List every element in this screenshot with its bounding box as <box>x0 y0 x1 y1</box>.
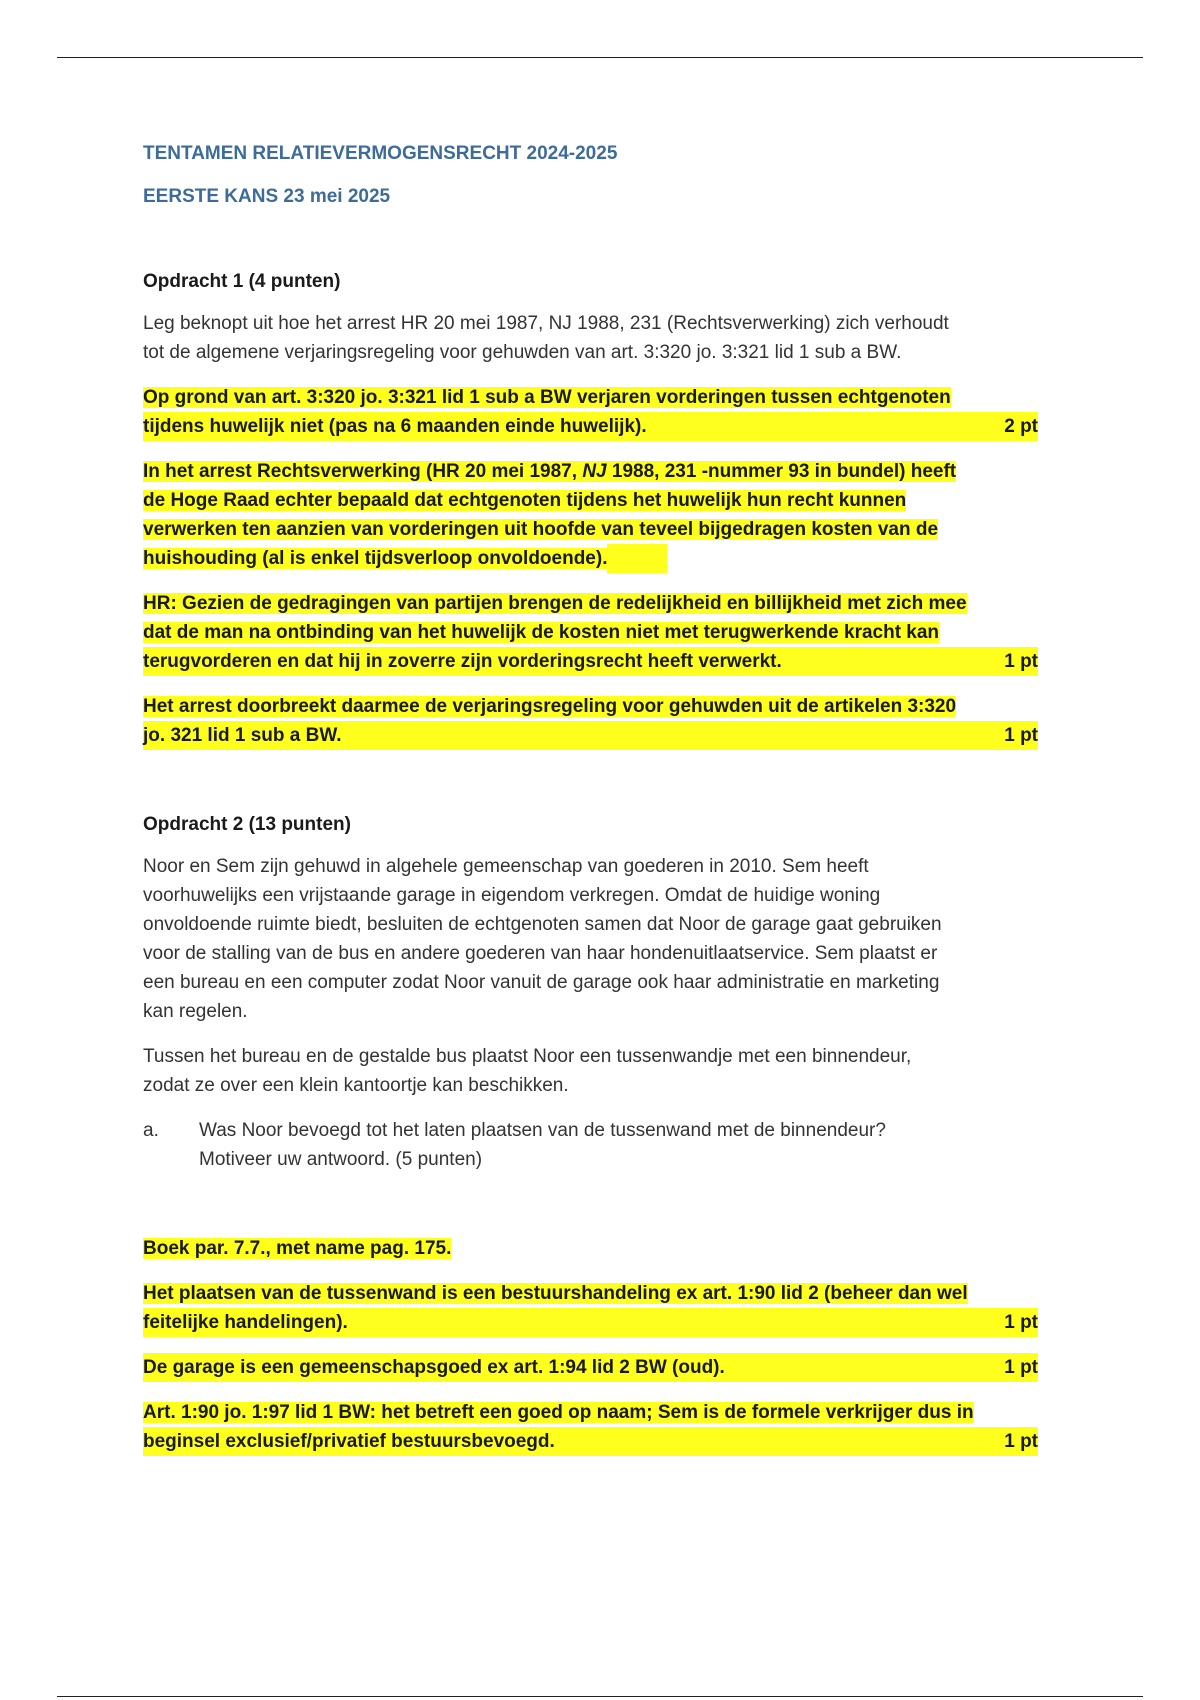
points-label: 1 pt <box>1004 725 1038 747</box>
document-page <box>143 142 1058 1456</box>
opdracht-2-case-continued: Tussen het bureau en de gestalde bus plaatst Noor een tussenwandje met een binnendeur, zodat ze over een klein kantoortje kan beschikken. <box>143 1046 912 1097</box>
points-label: 1 pt <box>1004 1431 1038 1453</box>
answer-2a-book-ref: Boek par. 7.7., met name pag. 175. <box>143 1238 452 1260</box>
opdracht-2-heading: Opdracht 2 (13 punten) <box>143 814 351 836</box>
points-label: 1 pt <box>1004 1312 1038 1334</box>
answer-2a-point-3: Art. 1:90 jo. 1:97 lid 1 BW: het betreft een goed op naam; Sem is de formele verkrijger dus in beginsel exclusief/privatief bestuursbevoegd. 1 pt <box>143 1398 1058 1456</box>
answer-2a-point-2: De garage is een gemeenschapsgoed ex art. 1:94 lid 2 BW (oud). 1 pt <box>143 1353 1058 1382</box>
opdracht-1-question: Leg beknopt uit hoe het arrest HR 20 mei 1987, NJ 1988, 231 (Rechtsverwerking) zich verhoudt tot de algemene verjaringsregeling voor gehuwden van art. 3:320 jo. 3:321 lid 1 sub a BW. <box>143 313 949 364</box>
answer-2a-point-1: Het plaatsen van de tussenwand is een bestuurshandeling ex art. 1:90 lid 2 (beheer dan wel feitelijke handelingen). 1 pt <box>143 1279 1058 1337</box>
answer-3-highlight: HR: Gezien de gedragingen van partijen brengen de redelijkheid en billijkheid met zich mee dat de man na ontbinding van het huwelijk de kosten niet met terugwerkende kracht kan terugvorderen en dat hij in zoverre zijn vorderingsrecht heeft verwerkt. 1 pt <box>143 589 1058 676</box>
top-rule <box>57 57 1143 58</box>
exam-title: TENTAMEN RELATIEVERMOGENSRECHT 2024-2025 <box>143 143 618 164</box>
bottom-rule <box>57 1696 1143 1697</box>
answer-1-highlight: Op grond van art. 3:320 jo. 3:321 lid 1 sub a BW verjaren vorderingen tussen echtgenoten tijdens huwelijk niet (pas na 6 maanden einde huwelijk). 2 pt <box>143 383 1058 441</box>
opdracht-2-case: Noor en Sem zijn gehuwd in algehele gemeenschap van goederen in 2010. Sem heeft voorhuwelijks een vrijstaande garage in eigendom verkregen. Omdat de huidige woning onvoldoende ruimte biedt, besluiten de echtgenoten samen dat Noor de garage gaat gebruiken voor de stalling van de bus en andere goederen van haar hondenuitlaatservice. Sem plaatst er een bureau en een computer zodat Noor vanuit de garage ook haar administratie en marketing kan regelen. <box>143 856 942 1023</box>
answer-4-highlight: Het arrest doorbreekt daarmee de verjaringsregeling voor gehuwden uit de artikelen 3:320 jo. 321 lid 1 sub a BW. 1 pt <box>143 692 1058 750</box>
points-label: 1 pt <box>1004 651 1038 673</box>
question-2a: a. Was Noor bevoegd tot het laten plaatsen van de tussenwand met de binnendeur? Motiveer uw antwoord. (5 punten) <box>143 1116 1058 1174</box>
question-label: a. <box>143 1120 159 1142</box>
answer-2-highlight: In het arrest Rechtsverwerking (HR 20 mei 1987, NJ 1988, 231 -nummer 93 in bundel) heeft de Hoge Raad echter bepaald dat echtgenoten tijdens het huwelijk hun recht kunnen verwerken ten aanzien van vorderingen uit hoofde van teveel bijgedragen kosten van de huishouding (al is enkel tijdsverloop onvoldoende). <box>143 457 1058 573</box>
points-label: 2 pt <box>1004 416 1038 438</box>
exam-subtitle: EERSTE KANS 23 mei 2025 <box>143 185 391 207</box>
opdracht-1-heading: Opdracht 1 (4 punten) <box>143 271 341 293</box>
points-label: 1 pt <box>1004 1357 1038 1379</box>
